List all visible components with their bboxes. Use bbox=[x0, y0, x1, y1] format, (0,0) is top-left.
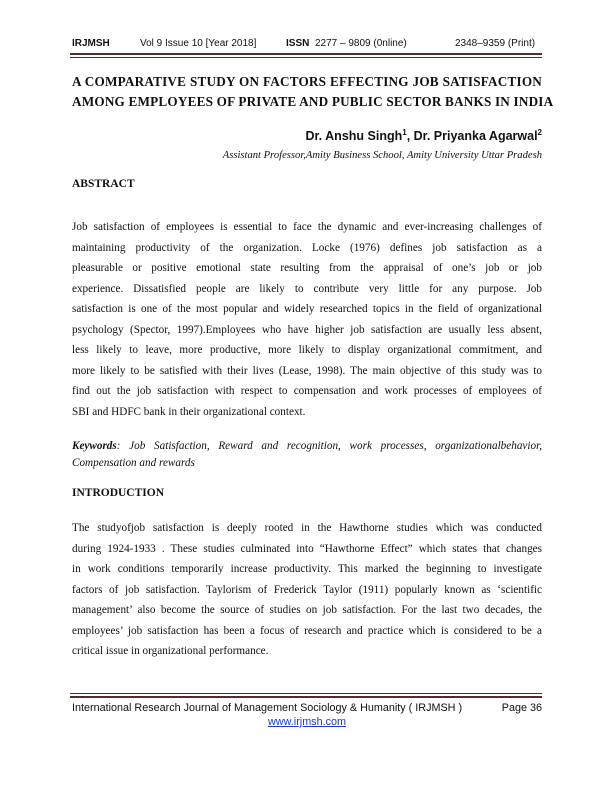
footer-journal: International Research Journal of Management Sociology & Humanity ( IRJMSH ) bbox=[72, 702, 463, 714]
footer-rule bbox=[70, 696, 542, 698]
header-volume: Vol 9 Issue 10 [Year 2018] bbox=[140, 38, 257, 49]
introduction-line: factors of job satisfaction. Taylorism of Frederick Taylor (1911) popularly known as ‘scientific bbox=[72, 583, 542, 596]
author-2-affiliation-mark: 2 bbox=[537, 128, 542, 137]
author-2: Dr. Priyanka Agarwal bbox=[413, 129, 538, 144]
author-1-affiliation-mark: 1 bbox=[402, 128, 407, 137]
author-list bbox=[250, 128, 542, 143]
running-footer bbox=[72, 702, 542, 716]
page-number: Page 36 bbox=[501, 702, 542, 714]
abstract-body bbox=[72, 217, 542, 422]
footer-rule-thin bbox=[70, 693, 542, 694]
author-separator: , bbox=[406, 129, 414, 144]
introduction-line: management’ also become the source of studies on job satisfaction. For the last two decades, the bbox=[72, 604, 542, 616]
author-1: Dr. Anshu Singh bbox=[305, 129, 403, 144]
journal-website-link[interactable]: www.irjmsh.com bbox=[268, 716, 346, 728]
running-header bbox=[72, 38, 542, 52]
abstract-line: psychology (Spector, 1997).Employees who have higher job satisfaction are usually less absent, bbox=[72, 323, 542, 336]
abstract-line: find out the job satisfaction with respect to compensation and work processes of employees of bbox=[72, 385, 542, 397]
abstract-line: maintaining productivity of the organization. Locke (1976) defines job satisfaction as a bbox=[72, 241, 542, 254]
paper-title bbox=[72, 72, 554, 112]
introduction-heading: INTRODUCTION bbox=[72, 487, 165, 499]
abstract-line: experience. Dissatisfied people are likely to contribute very little for any purpose. Job bbox=[72, 282, 542, 295]
introduction-line: critical issue in organizational performance. bbox=[72, 645, 269, 657]
header-issn-online: 2277 – 9809 (0nline) bbox=[315, 38, 407, 49]
abstract-line: more likely to be satisfied with their lives (Lease, 1998). The main objective of this study was to bbox=[72, 364, 542, 377]
keywords-label: Keywords bbox=[72, 440, 117, 452]
header-issn-label: ISSN bbox=[286, 38, 310, 49]
introduction-line: employees’ job satisfaction has been a focus of research and practice which is considered to be a bbox=[72, 624, 542, 637]
abstract-line: Job satisfaction of employees is essential to face the dynamic and ever-increasing challenges of bbox=[72, 221, 542, 233]
keywords-line-2: Compensation and rewards bbox=[72, 457, 195, 469]
abstract-line: satisfaction is one of the most popular and widely researched topics in the field of organizational bbox=[72, 303, 542, 315]
title-line-2: AMONG EMPLOYEES OF PRIVATE AND PUBLIC SECTOR BANKS IN INDIA bbox=[72, 94, 554, 109]
abstract-heading: ABSTRACT bbox=[72, 178, 135, 190]
introduction-line: The studyofjob satisfaction is deeply rooted in the Hawthorne studies which was conducted bbox=[72, 522, 542, 534]
introduction-line: during 1924-1933 . These studies culminated into “Hawthorne Effect” which states that changes bbox=[72, 542, 542, 555]
abstract-line: pleasurable or positive emotional state resulting from the appraisal of one’s job or job bbox=[72, 262, 542, 274]
keywords bbox=[72, 438, 542, 472]
title-line-1: A COMPARATIVE STUDY ON FACTORS EFFECTING JOB SATISFACTION bbox=[72, 74, 542, 89]
author-affiliation: Assistant Professor,Amity Business School, Amity University Uttar Pradesh bbox=[222, 150, 542, 161]
header-issn-print: 2348–9359 (Print) bbox=[455, 38, 536, 49]
abstract-line: SBI and HDFC bank in their organizational context. bbox=[72, 405, 306, 418]
keywords-list: : Job Satisfaction, Reward and recognition, work processes, organizationalbehavior, bbox=[116, 440, 542, 452]
abstract-line: less likely to leave, more productive, more likely to display organizational commitment, and bbox=[72, 344, 542, 356]
keywords-line-1 bbox=[72, 438, 542, 455]
header-journal: IRJMSH bbox=[72, 38, 110, 49]
header-rule bbox=[70, 53, 542, 55]
header-rule-thin bbox=[70, 57, 542, 58]
introduction-line: in work conditions temporarily increase productivity. This marked the beginning to investigate bbox=[72, 563, 542, 575]
introduction-body bbox=[72, 518, 542, 662]
